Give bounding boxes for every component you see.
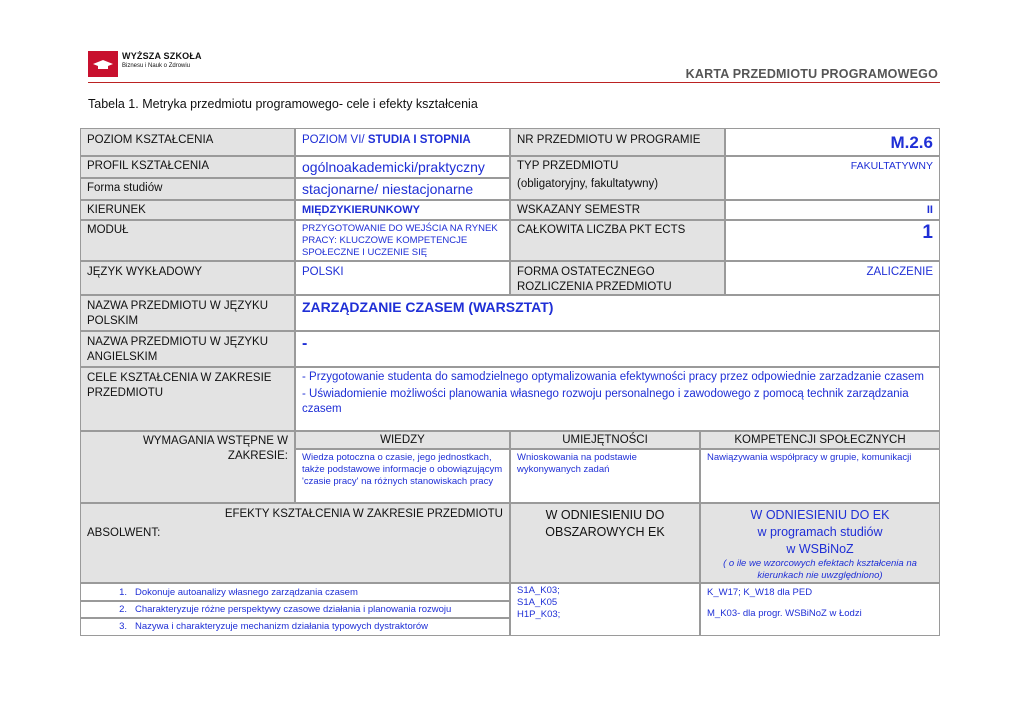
- ek-program-header: [700, 503, 940, 583]
- ek-program-values: [700, 583, 940, 636]
- efekt-number: 2.: [119, 604, 127, 615]
- typ-label-line-2: (obligatoryjny, fakultatywny): [517, 177, 659, 190]
- efekty-header: [80, 503, 510, 583]
- efekt-number: 3.: [119, 621, 127, 632]
- forma-rozliczenia-label: FORMA OSTATECZNEGO ROZLICZENIA PRZEDMIOTU: [510, 261, 725, 295]
- wiedzy-header: WIEDZY: [295, 431, 510, 449]
- typ-value: FAKULTATYWNY: [725, 156, 940, 200]
- efekt-row: [80, 618, 510, 636]
- ek-header-line-2: w programach studiów: [757, 524, 883, 539]
- cele-label: CELE KSZTAŁCENIA W ZAKRESIE PRZEDMIOTU: [80, 367, 295, 431]
- kierunek-label: KIERUNEK: [80, 200, 295, 220]
- semestr-value: II: [725, 200, 940, 220]
- typ-label: [510, 156, 725, 200]
- kierunek-value: MIĘDZYKIERUNKOWY: [295, 200, 510, 220]
- ek-ref: K_W17; K_W18 dla PED: [707, 587, 813, 598]
- forma-rozliczenia-value: ZALICZENIE: [725, 261, 940, 295]
- efekt-row: [80, 583, 510, 601]
- umiejetnosci-value: Wnioskowania na podstawie wykonywanych zadań: [510, 449, 700, 503]
- typ-label-line-1: TYP PRZEDMIOTU: [517, 160, 619, 172]
- obszarowe-code: H1P_K03;: [517, 608, 561, 620]
- cele-item-2: - Uświadomienie możliwości planowania własnego rozwoju personalnego i zawodowego z pomocą technik zarządzania czasem: [302, 387, 909, 415]
- logo-name: WYŻSZA SZKOŁA: [122, 51, 202, 61]
- efekt-text: Nazywa i charakteryzuje mechanizm działania typowych dystraktorów: [135, 621, 429, 632]
- umiejetnosci-header: UMIEJĘTNOŚCI: [510, 431, 700, 449]
- nr-label: NR PRZEDMIOTU W PROGRAMIE: [510, 128, 725, 156]
- semestr-label: WSKAZANY SEMESTR: [510, 200, 725, 220]
- obszarowe-code: S1A_K05: [517, 596, 558, 608]
- obszarowe-code: S1A_K03;: [517, 585, 560, 596]
- efekt-row: [80, 601, 510, 618]
- kompetencje-value: Nawiązywania współpracy w grupie, komunikacji: [700, 449, 940, 503]
- forma-label: Forma studiów: [80, 178, 295, 200]
- document-title: KARTA PRZEDMIOTU PROGRAMOWEGO: [685, 67, 938, 81]
- graduation-cap-icon: [93, 60, 113, 70]
- profil-value: ogólnoakademicki/praktyczny: [295, 156, 510, 178]
- nazwa-en-label: NAZWA PRZEDMIOTU W JĘZYKU ANGIELSKIM: [80, 331, 295, 367]
- efekty-label: EFEKTY KSZTAŁCENIA W ZAKRESIE PRZEDMIOTU: [224, 508, 503, 520]
- ek-ref: M_K03- dla progr. WSBiNoZ w Łodzi: [707, 607, 862, 619]
- school-logo: [88, 48, 206, 80]
- jezyk-value: POLSKI: [295, 261, 510, 295]
- modul-value: PRZYGOTOWANIE DO WEJŚCIA NA RYNEK PRACY: KLUCZOWE KOMPETENCJE SPOŁECZNE I UCZENIE SIĘ: [295, 220, 510, 261]
- efekt-text: Dokonuje autoanalizy własnego zarządzania czasem: [135, 587, 358, 598]
- course-metadata-table: [80, 128, 940, 636]
- ek-header-note: ( o ile we wzorcowych efektach kształcenia na kierunkach nie uwzględniono): [723, 557, 917, 581]
- poziom-value-b: STUDIA I STOPNIA: [364, 134, 471, 146]
- wiedzy-value: Wiedza potoczna o czasie, jego jednostkach, także podstawowe informacje o obowiązującym 'czasie pracy' na różnych stanowiskach pracy: [295, 449, 510, 503]
- efekt-text: Charakteryzuje różne perspektywy czasowe działania i planowania rozwoju: [135, 604, 452, 615]
- logo-emblem: [88, 51, 118, 77]
- nr-value: M.2.6: [725, 128, 940, 156]
- obszarowe-values: [510, 583, 700, 636]
- logo-subtitle: Biznesu i Nauk o Zdrowiu: [122, 63, 191, 69]
- kompetencje-header: KOMPETENCJI SPOŁECZNYCH: [700, 431, 940, 449]
- poziom-value: [295, 128, 510, 156]
- modul-label: MODUŁ: [80, 220, 295, 261]
- ek-header-line-1: W ODNIESIENIU DO EK: [750, 508, 890, 522]
- jezyk-label: JĘZYK WYKŁADOWY: [80, 261, 295, 295]
- wymagania-label: WYMAGANIA WSTĘPNE W ZAKRESIE:: [80, 431, 295, 503]
- nazwa-pl-label: NAZWA PRZEDMIOTU W JĘZYKU POLSKIM: [80, 295, 295, 331]
- absolwent-label: ABSOLWENT:: [87, 526, 161, 539]
- ek-header-line-3: w WSBiNoZ: [786, 541, 854, 556]
- header-divider: [88, 82, 940, 83]
- forma-value: stacjonarne/ niestacjonarne: [295, 178, 510, 200]
- efekt-number: 1.: [119, 587, 127, 598]
- poziom-label: POZIOM KSZTAŁCENIA: [80, 128, 295, 156]
- ects-label: CAŁKOWITA LICZBA PKT ECTS: [510, 220, 725, 261]
- cele-item-1: - Przygotowanie studenta do samodzielnego optymalizowania efektywności pracy przez odpowiednie zarzadzanie czasem: [302, 371, 924, 383]
- table-caption: Tabela 1. Metryka przedmiotu programowego- cele i efekty kształcenia: [88, 97, 478, 111]
- obszarowe-header: W ODNIESIENIU DO OBSZAROWYCH EK: [510, 503, 700, 583]
- profil-label: PROFIL KSZTAŁCENIA: [80, 156, 295, 178]
- cele-value: [295, 367, 940, 431]
- poziom-value-a: POZIOM VI/: [302, 134, 365, 146]
- nazwa-pl-value: ZARZĄDZANIE CZASEM (WARSZTAT): [295, 295, 940, 331]
- ects-value: 1: [725, 220, 940, 261]
- nazwa-en-value: -: [295, 331, 940, 367]
